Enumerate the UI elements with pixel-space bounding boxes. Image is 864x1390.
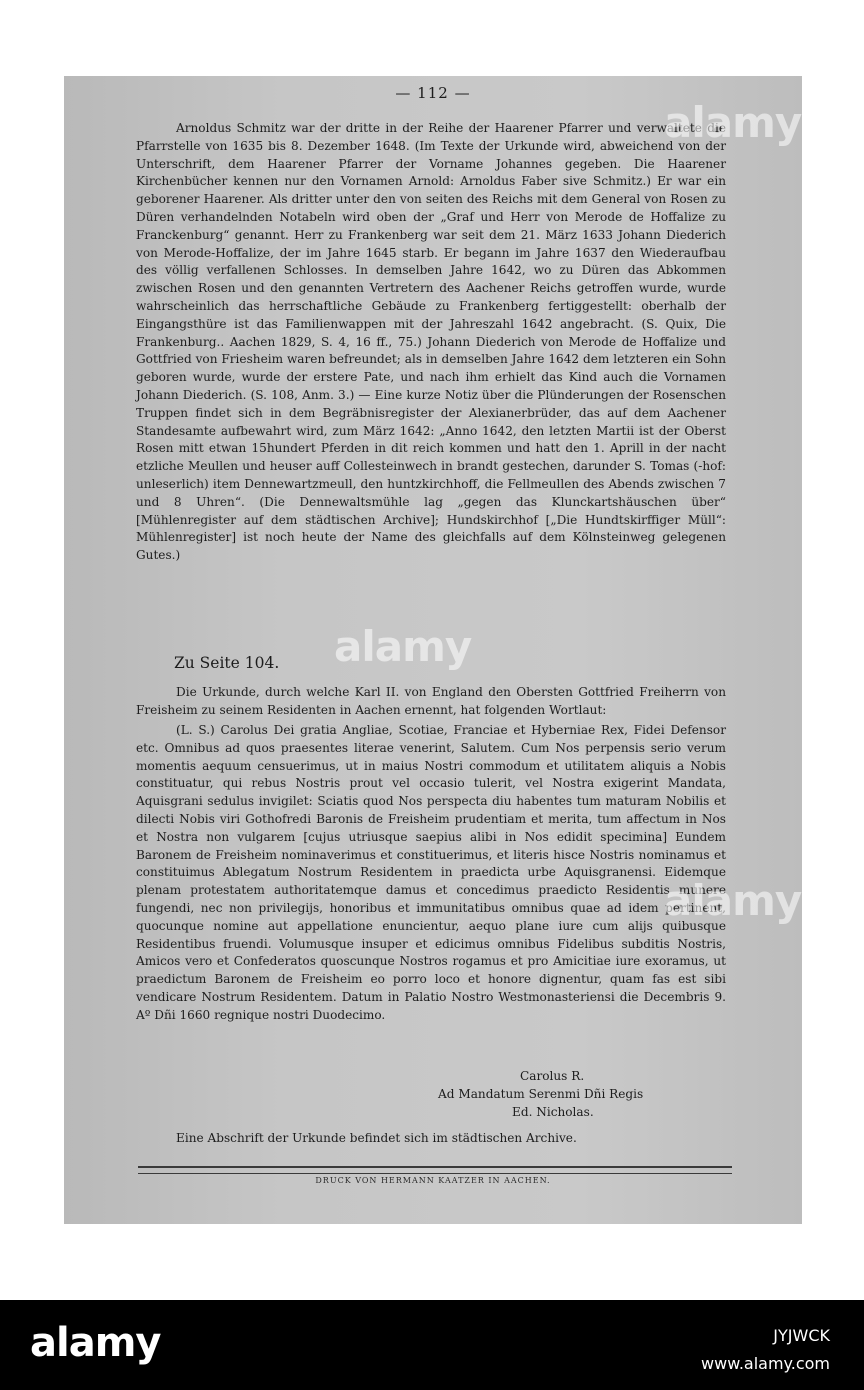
alamy-logo: alamy [30, 1320, 161, 1366]
closing-note: Eine Abschrift der Urkunde befindet sich im städtischen Archive. [176, 1131, 577, 1145]
latin-charter-text: (L. S.) Carolus Dei gratia Angliae, Scotiae, Franciae et Hyberniae Rex, Fidei Defensor etc. Omnibus ad quos praesentes literae venerint, Salutem. Cum Nos perpensis serio verum momentis aequum censuerimus, ut in maius Nostri commodum et utilitatem aliquis a Nobis constituatur, qui rebus Nostris prout vel occasio tulerit, vel Nostra exigerint Mandata, Aquisgrani sedulus invigilet: Sciatis quod Nos perspecta diu habentes tum maturam Nobilis et dilecti Nobis viri Gothofredi Baronis de Freisheim prudentiam et merita, tum affectum in Nos et Nostra non vulgarem [cujus utriusque saepius alibi in Nos edidit specimina] Eundem Baronem de Freisheim nominaverimus et constituerimus, et literis hisce Nostris nominamus et constituimus Ablegatum Nostrum Residentem in praedicta urbe Aquisgranensi. Eidemque plenam protestatem authoritatemque damus et concedimus praedicto Residentis munere fungendi, nec non privilegijs, honoribus et immunitatibus omnibus quae ad idem pertinent, quocunque nomine aut appellatione enuncientur, aequo plane iure cum alijs quibusque Residentibus fruendi. Volumusque insuper et edicimus omnibus Fidelibus subditis Nostris, Amicos vero et Confederatos quoscunque Nostros rogamus et pro Amicitiae iure exoramus, ut praedictum Baronem de Freisheim eo porro loco et honore dignentur, quam fas est sibi vendicare Nostrum Residentem. Datum in Palatio Nostro Westmonasteriensi die Decembris 9. Aº Dñi 1660 regnique nostri Duodecimo. [136, 723, 726, 1022]
scanned-page [64, 76, 802, 1224]
site-url: www.alamy.com [701, 1354, 830, 1373]
signature-line-3: Ed. Nicholas. [512, 1104, 594, 1119]
printer-imprint: DRUCK VON HERMANN KAATZER IN AACHEN. [315, 1176, 551, 1185]
signature-line-1: Carolus R. [520, 1069, 585, 1083]
watermark: alamy [664, 98, 802, 147]
double-rule-divider [138, 1166, 732, 1174]
image-id: JYJWCK [773, 1326, 830, 1345]
section-heading: Zu Seite 104. [174, 654, 280, 672]
watermark: alamy [664, 876, 802, 925]
image-id-block [701, 1322, 830, 1378]
page-number: — 112 — [395, 84, 471, 102]
stock-footer-bar [0, 1300, 864, 1390]
body-paragraph-2: Die Urkunde, durch welche Karl II. von England den Obersten Gottfried Freiherrn von Freisheim zu seinem Residenten in Aachen ernennt, hat folgenden Wortlaut: [136, 685, 726, 717]
signature-line-2: Ad Mandatum Serenmi Dñi Regis [438, 1086, 644, 1101]
body-paragraph-1: Arnoldus Schmitz war der dritte in der Reihe der Haarener Pfarrer und verwaltete die Pfarrstelle von 1635 bis 8. Dezember 1648. (Im Texte der Urkunde wird, abweichend von der Unterschrift, dem Haarener Pfarrer der Vorname Johannes gegeben. Die Haarener Kirchenbücher kennen nur den Vornamen Arnold: Arnoldus Faber sive Schmitz.) Er war ein geborener Haarener. Als dritter unter den von seiten des Reichs mit dem General von Rosen zu Düren verhandelnden Notabeln wird oben der „Graf und Herr von Merode de Hoffalize zu Franckenburg“ genannt. Herr zu Frankenberg war seit dem 21. März 1633 Johann Diederich von Merode-Hoffalize, der im Jahre 1645 starb. Er begann im Jahre 1637 den Wiederaufbau des völlig verfallenen Schlosses. In demselben Jahre 1642, wo zu Düren das Abkommen zwischen Rosen und den genannten Vertretern des Aachener Reichs getroffen wurde, wurde wahrscheinlich das herrschaftliche Gebäude zu Frankenberg fertiggestellt: oberhalb der Eingangsthüre ist das Familienwappen mit der Jahreszahl 1642 angebracht. (S. Quix, Die Frankenburg.. Aachen 1829, S. 4, 16 ff., 75.) Johann Diederich von Merode de Hoffalize und Gottfried von Friesheim waren befreundet; als in demselben Jahre 1642 dem letzteren ein Sohn geboren wurde, wurde der erstere Pate, und nach ihm erhielt das Kind auch die Vornamen Johann Diederich. (S. 108, Anm. 3.) — Eine kurze Notiz über die Plünderungen der Rosenschen Truppen findet sich in dem Begräbnisregister der Alexianerbrüder, das auf dem Aachener Standesamte aufbewahrt wird, zum März 1642: „Anno 1642, den letzten Martii ist der Oberst Rosen mitt etwan 15hundert Pferden in dit reich kommen und hatt den 1. Aprill in der nacht etzliche Meullen und heuser auff Collesteinwech in brandt gestechen, darunder S. Tomas (-hof: unleserlich) item Dennewartzmeull, den huntzkirchhoff, die Fellmeullen des Abends zwischen 7 und 8 Uhren“. (Die Dennewaltsmühle lag „gegen das Klunckartshäuschen über“ [Mühlenregister auf dem städtischen Archive]; Hundskirchhof [„Die Hundtskirffiger Müll“: Mühlenregister] ist noch heute der Name des gleichfalls auf dem Kölnsteinweg gelegenen Gutes.) [136, 121, 726, 563]
watermark: alamy [334, 622, 472, 671]
signature-block [438, 1068, 698, 1121]
